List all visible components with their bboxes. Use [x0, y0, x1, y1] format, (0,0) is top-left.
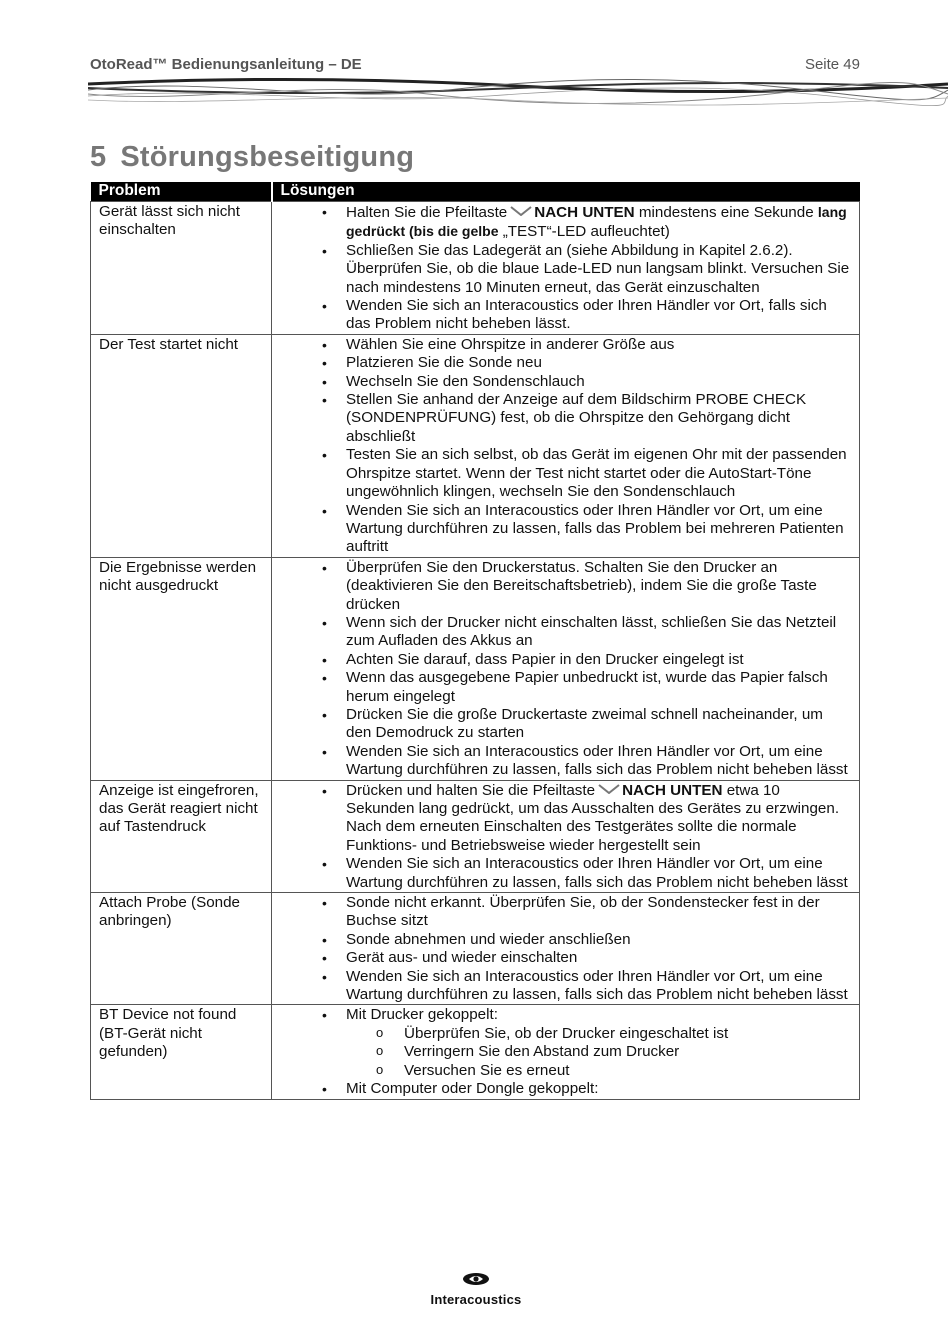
list-item: • Drücken und halten Sie die Pfeiltaste NACH UNTEN etwa 10 Sekunden lang gedrückt, um das Ausschalten des Gerätes zu erzwingen. Nach dem erneuten Einschalten des Testgerätes sollte die normale Funktions- und Betriebsweise wieder hergestellt sein [346, 782, 851, 856]
solutions-cell [272, 334, 860, 557]
list-item: • Wenden Sie sich an Interacoustics oder Ihren Händler vor Ort, um eine Wartung durchführen zu lassen, falls sich das Problem nicht beheben lässt [346, 855, 851, 892]
list-item: • Achten Sie darauf, dass Papier in den Drucker eingelegt ist [346, 651, 851, 669]
logo-mark-icon [461, 1272, 491, 1286]
list-item: • Wenn sich der Drucker nicht einschalten lässt, schließen Sie das Netzteil zum Aufladen des Akkus an [346, 614, 851, 651]
page-header [90, 56, 860, 76]
list-item: • Wenden Sie sich an Interacoustics oder Ihren Händler vor Ort, um eine Wartung durchführen zu lassen, falls das Problem bei mehreren Patienten auftritt [346, 502, 851, 557]
list-item: • Halten Sie die Pfeiltaste NACH UNTEN mindestens eine Sekunde lang gedrückt (bis die gelbe „TEST“-LED aufleuchtet) [346, 203, 851, 242]
list-item: • Sonde nicht erkannt. Überprüfen Sie, ob der Sondenstecker fest in der Buchse sitzt [346, 894, 851, 931]
column-header-solutions: Lösungen [272, 182, 860, 202]
solutions-list [280, 559, 851, 780]
interacoustics-logo [416, 1272, 536, 1307]
page-number: Seite 49 [804, 56, 860, 73]
list-item: • Sonde abnehmen und wieder anschließen [346, 931, 851, 949]
solutions-list [280, 1006, 851, 1098]
table-row [91, 1005, 860, 1099]
solutions-list [280, 336, 851, 557]
problem-cell: Die Ergebnisse werden nicht ausgedruckt [91, 557, 272, 780]
logo-wordmark: Interacoustics [430, 1292, 522, 1307]
table-row [91, 780, 860, 892]
section-number: 5 [90, 141, 107, 173]
chevron-down-icon [598, 784, 620, 794]
list-item: • Platzieren Sie die Sonde neu [346, 354, 851, 372]
list-item: • Wenn das ausgegebene Papier unbedruckt ist, wurde das Papier falsch herum eingelegt [346, 669, 851, 706]
table-header-row [91, 182, 860, 202]
section-heading [90, 141, 414, 174]
table-row [91, 557, 860, 780]
chevron-down-icon [510, 206, 532, 216]
sub-list-item: o Versuchen Sie es erneut [404, 1062, 851, 1080]
header-decorative-rule [88, 76, 948, 108]
section-title: Störungsbeseitigung [120, 141, 415, 173]
list-item: • Mit Drucker gekoppelt: o Überprüfen Sie, ob der Drucker eingeschaltet ist o Verringern Sie den Abstand zum Drucker o Versuchen Sie es erneut [346, 1006, 851, 1080]
sub-list-item: o Überprüfen Sie, ob der Drucker eingeschaltet ist [404, 1025, 851, 1043]
list-item: • Testen Sie an sich selbst, ob das Gerät im eigenen Ohr mit der passenden Ohrspitze startet. Wenn der Test nicht startet oder die AutoStart-Töne ungewöhnlich klingen, wechseln Sie den Sondenschlauch [346, 446, 851, 501]
list-item: • Wechseln Sie den Sondenschlauch [346, 373, 851, 391]
sub-list-item: o Verringern Sie den Abstand zum Drucker [404, 1043, 851, 1061]
document-title: OtoRead™ Bedienungsanleitung – DE [90, 56, 362, 73]
problem-cell: Gerät lässt sich nicht einschalten [91, 202, 272, 335]
list-item: • Wenden Sie sich an Interacoustics oder Ihren Händler vor Ort, um eine Wartung durchführen zu lassen, falls sich das Problem nicht beheben lässt [346, 968, 851, 1005]
list-item: • Drücken Sie die große Druckertaste zweimal schnell nacheinander, um den Demodruck zu starten [346, 706, 851, 743]
list-item: • Wenden Sie sich an Interacoustics oder Ihren Händler vor Ort, falls sich das Problem nicht beheben lässt. [346, 297, 851, 334]
list-item: • Wählen Sie eine Ohrspitze in anderer Größe aus [346, 336, 851, 354]
solutions-cell [272, 1005, 860, 1099]
table-row [91, 893, 860, 1005]
solutions-cell [272, 893, 860, 1005]
problem-cell: Anzeige ist eingefroren, das Gerät reagiert nicht auf Tastendruck [91, 780, 272, 892]
sub-list [346, 1025, 851, 1080]
problem-cell: Der Test startet nicht [91, 334, 272, 557]
problem-cell: BT Device not found (BT-Gerät nicht gefunden) [91, 1005, 272, 1099]
table-row [91, 334, 860, 557]
solutions-list [280, 894, 851, 1004]
solutions-list [280, 203, 851, 334]
solutions-cell [272, 557, 860, 780]
solutions-cell [272, 202, 860, 335]
list-item: • Überprüfen Sie den Druckerstatus. Schalten Sie den Drucker an (deaktivieren Sie den Bereitschaftsbetrieb), indem Sie die große Taste drücken [346, 559, 851, 614]
list-item: • Gerät aus- und wieder einschalten [346, 949, 851, 967]
table-row [91, 202, 860, 335]
solutions-list [280, 782, 851, 892]
solutions-cell [272, 780, 860, 892]
list-item: • Mit Computer oder Dongle gekoppelt: [346, 1080, 851, 1098]
list-item: • Schließen Sie das Ladegerät an (siehe Abbildung in Kapitel 2.6.2). Überprüfen Sie, ob die blaue Lade-LED nun langsam blinkt. Versuchen Sie nach mindestens 10 Minuten erneut, das Gerät einzuschalten [346, 242, 851, 297]
list-item: • Wenden Sie sich an Interacoustics oder Ihren Händler vor Ort, um eine Wartung durchführen zu lassen, falls sich das Problem nicht beheben lässt [346, 743, 851, 780]
list-item: • Stellen Sie anhand der Anzeige auf dem Bildschirm PROBE CHECK (SONDENPRÜFUNG) fest, ob die Ohrspitze den Gehörgang dicht abschließt [346, 391, 851, 446]
problem-cell: Attach Probe (Sonde anbringen) [91, 893, 272, 1005]
column-header-problem: Problem [91, 182, 272, 202]
troubleshooting-table [90, 182, 860, 1100]
